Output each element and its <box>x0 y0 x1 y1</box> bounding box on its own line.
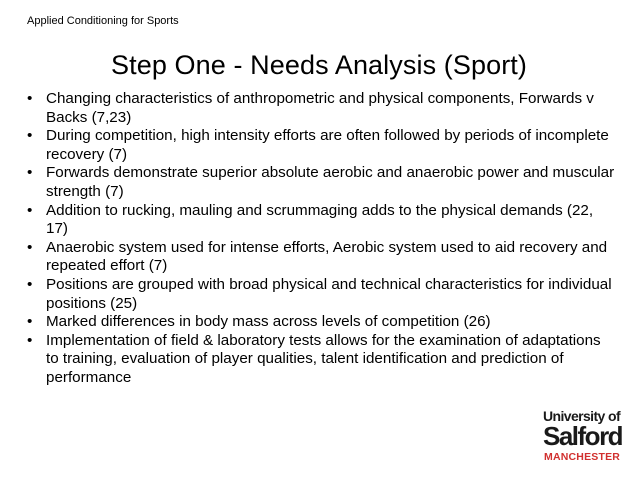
slide-header: Applied Conditioning for Sports <box>27 15 179 27</box>
bullet-marker: • <box>27 127 33 145</box>
bullet-item <box>27 90 617 127</box>
bullet-text: Implementation of field & laboratory tests allows for the examination of adaptations to training, evaluation of player qualities, talent identification and prediction of performance <box>46 331 601 386</box>
slide-title: Step One - Needs Analysis (Sport) <box>111 50 527 80</box>
bullet-text: Marked differences in body mass across levels of competition (26) <box>46 313 491 331</box>
bullet-text: During competition, high intensity efforts are often followed by periods of incomplete recovery (7) <box>46 127 609 163</box>
bullet-item <box>27 202 617 239</box>
bullet-text: Forwards demonstrate superior absolute aerobic and anaerobic power and muscular strength (7) <box>46 164 615 200</box>
bullet-text: Changing characteristics of anthropometric and physical components, Forwards v Backs (7,23) <box>46 90 594 126</box>
bullet-item <box>27 164 617 201</box>
logo-line-manchester: MANCHESTER <box>544 451 621 463</box>
university-logo <box>543 408 631 468</box>
bullet-marker: • <box>27 90 33 107</box>
bullet-item <box>27 276 617 313</box>
logo-line-salford: Salford <box>543 421 623 451</box>
bullet-text: Anaerobic system used for intense efforts, Aerobic system used to aid recovery and repeated effort (7) <box>46 238 608 275</box>
bullet-item <box>27 313 617 332</box>
bullet-marker: • <box>27 201 33 219</box>
bullet-marker: • <box>27 164 33 182</box>
bullet-list <box>27 90 617 388</box>
logo-line-university: University of <box>543 408 620 424</box>
bullet-marker: • <box>27 238 33 256</box>
bullet-text: Addition to rucking, mauling and scrummaging adds to the physical demands (22, 17) <box>46 201 594 238</box>
bullet-text: Positions are grouped with broad physical and technical characteristics for individual positions (25) <box>46 275 612 312</box>
bullet-marker: • <box>27 275 33 293</box>
bullet-marker: • <box>27 313 33 331</box>
bullet-item <box>27 239 617 276</box>
bullet-marker: • <box>27 331 33 349</box>
bullet-item <box>27 332 617 388</box>
bullet-item <box>27 127 617 164</box>
